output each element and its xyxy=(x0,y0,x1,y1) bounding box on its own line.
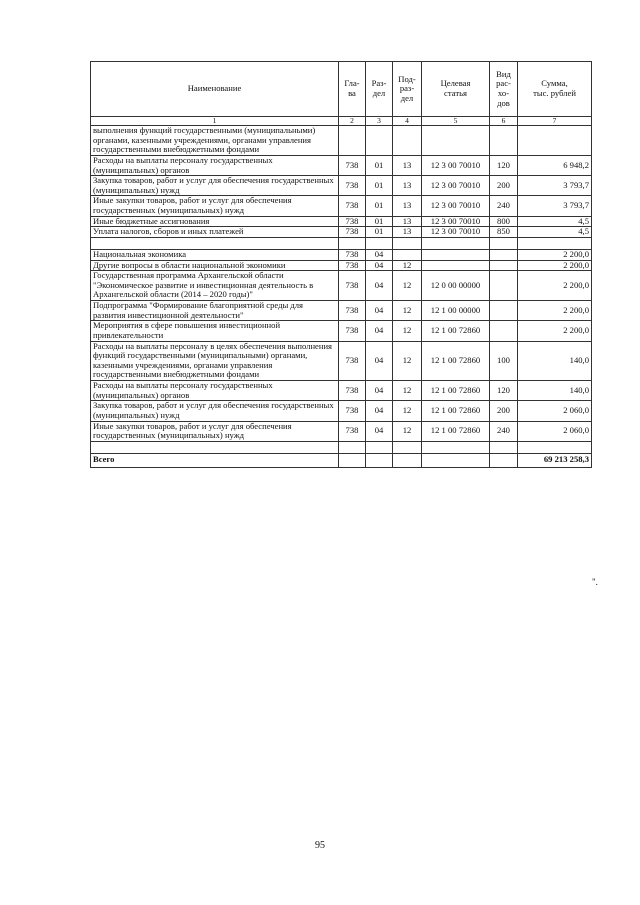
row-expense-type xyxy=(490,271,518,301)
table-row xyxy=(91,155,592,175)
row-subsection: 13 xyxy=(393,176,422,196)
row-subsection xyxy=(393,441,422,453)
row-amount: 2 060,0 xyxy=(518,401,592,421)
table-row xyxy=(91,441,592,453)
table-row xyxy=(91,237,592,249)
row-subsection xyxy=(393,249,422,260)
table-row xyxy=(91,216,592,227)
header-section: Раз- дел xyxy=(366,62,393,117)
row-target-article: 12 1 00 72860 xyxy=(422,401,490,421)
row-subsection: 12 xyxy=(393,341,422,381)
row-expense-type: 850 xyxy=(490,227,518,238)
row-section: 04 xyxy=(366,260,393,271)
row-target-article xyxy=(422,260,490,271)
row-expense-type xyxy=(490,321,518,341)
table-row xyxy=(91,176,592,196)
row-amount: 2 060,0 xyxy=(518,421,592,441)
row-chapter: 738 xyxy=(339,301,366,321)
row-subsection: 12 xyxy=(393,401,422,421)
row-target-article xyxy=(422,441,490,453)
closing-quote-mark: ". xyxy=(592,577,598,587)
row-target-article: 12 1 00 72860 xyxy=(422,321,490,341)
row-chapter: 738 xyxy=(339,321,366,341)
row-target-article xyxy=(422,126,490,156)
row-name xyxy=(91,441,339,453)
table-body xyxy=(91,126,592,454)
row-name: Расходы на выплаты персоналу государственных (муниципальных) органов xyxy=(91,155,339,175)
row-expense-type: 100 xyxy=(490,341,518,381)
row-amount xyxy=(518,126,592,156)
row-section: 01 xyxy=(366,216,393,227)
row-section: 04 xyxy=(366,401,393,421)
row-subsection: 13 xyxy=(393,216,422,227)
row-chapter: 738 xyxy=(339,216,366,227)
row-name: Мероприятия в сфере повышения инвестиционной привлекательности xyxy=(91,321,339,341)
table-row xyxy=(91,126,592,156)
total-empty-cell xyxy=(422,453,490,467)
row-name: Иные закупки товаров, работ и услуг для обеспечения государственных (муниципальных) нужд xyxy=(91,421,339,441)
row-subsection: 12 xyxy=(393,381,422,401)
row-subsection: 13 xyxy=(393,227,422,238)
row-amount: 4,5 xyxy=(518,227,592,238)
row-section: 04 xyxy=(366,341,393,381)
column-number: 3 xyxy=(366,117,393,126)
row-name: Расходы на выплаты персоналу в целях обеспечения выполнения функций государственными (муниципальными) органами, казенными учреждениями, органами управления государственными внебюджетными фондами xyxy=(91,341,339,381)
row-target-article: 12 3 00 70010 xyxy=(422,227,490,238)
row-amount: 2 200,0 xyxy=(518,249,592,260)
row-section xyxy=(366,441,393,453)
row-chapter: 738 xyxy=(339,271,366,301)
row-section: 04 xyxy=(366,301,393,321)
column-number-row xyxy=(91,117,592,126)
row-subsection xyxy=(393,126,422,156)
row-expense-type: 200 xyxy=(490,401,518,421)
row-section: 04 xyxy=(366,381,393,401)
row-chapter: 738 xyxy=(339,249,366,260)
row-subsection: 12 xyxy=(393,321,422,341)
row-amount: 2 200,0 xyxy=(518,301,592,321)
row-expense-type xyxy=(490,237,518,249)
row-subsection: 13 xyxy=(393,196,422,216)
row-expense-type: 240 xyxy=(490,196,518,216)
row-name: Подпрограмма "Формирование благоприятной среды для развития инвестиционной деятельности" xyxy=(91,301,339,321)
row-name: Государственная программа Архангельской области "Экономическое развитие и инвестиционная деятельность в Архангельской области (2014 – 2020 годы)" xyxy=(91,271,339,301)
row-expense-type: 120 xyxy=(490,381,518,401)
table-row xyxy=(91,381,592,401)
row-chapter xyxy=(339,126,366,156)
column-number: 1 xyxy=(91,117,339,126)
row-target-article: 12 1 00 72860 xyxy=(422,421,490,441)
row-chapter: 738 xyxy=(339,341,366,381)
table-row xyxy=(91,196,592,216)
header-row xyxy=(91,62,592,117)
column-number: 7 xyxy=(518,117,592,126)
total-row xyxy=(91,453,592,467)
row-name xyxy=(91,237,339,249)
row-amount: 140,0 xyxy=(518,381,592,401)
row-amount: 2 200,0 xyxy=(518,271,592,301)
row-expense-type xyxy=(490,301,518,321)
row-target-article: 12 3 00 70010 xyxy=(422,216,490,227)
row-expense-type: 120 xyxy=(490,155,518,175)
header-target: Целевая статья xyxy=(422,62,490,117)
row-name: Другие вопросы в области национальной экономики xyxy=(91,260,339,271)
row-subsection: 12 xyxy=(393,421,422,441)
row-subsection xyxy=(393,237,422,249)
row-subsection: 12 xyxy=(393,271,422,301)
row-amount xyxy=(518,441,592,453)
row-name: Закупка товаров, работ и услуг для обеспечения государственных (муниципальных) нужд xyxy=(91,176,339,196)
row-target-article xyxy=(422,249,490,260)
table-row xyxy=(91,321,592,341)
row-subsection: 12 xyxy=(393,301,422,321)
row-name: Расходы на выплаты персоналу государственных (муниципальных) органов xyxy=(91,381,339,401)
row-amount xyxy=(518,237,592,249)
row-chapter: 738 xyxy=(339,401,366,421)
row-section: 04 xyxy=(366,421,393,441)
total-empty-cell xyxy=(339,453,366,467)
row-chapter xyxy=(339,237,366,249)
row-chapter xyxy=(339,441,366,453)
row-target-article: 12 1 00 72860 xyxy=(422,341,490,381)
row-expense-type: 200 xyxy=(490,176,518,196)
column-number: 2 xyxy=(339,117,366,126)
row-chapter: 738 xyxy=(339,227,366,238)
column-number: 4 xyxy=(393,117,422,126)
row-section xyxy=(366,126,393,156)
column-number: 6 xyxy=(490,117,518,126)
header-amount: Сумма, тыс. рублей xyxy=(518,62,592,117)
row-chapter: 738 xyxy=(339,176,366,196)
header-name: Наименование xyxy=(91,62,339,117)
row-section: 04 xyxy=(366,271,393,301)
total-empty-cell xyxy=(393,453,422,467)
row-name: Иные бюджетные ассигнования xyxy=(91,216,339,227)
row-chapter: 738 xyxy=(339,196,366,216)
row-amount: 2 200,0 xyxy=(518,321,592,341)
row-chapter: 738 xyxy=(339,381,366,401)
row-name: Уплата налогов, сборов и иных платежей xyxy=(91,227,339,238)
row-name: выполнения функций государственными (муниципальными) органами, казенными учреждениями, органами управления государственными внебюджетными фондами xyxy=(91,126,339,156)
row-amount: 140,0 xyxy=(518,341,592,381)
row-target-article: 12 3 00 70010 xyxy=(422,155,490,175)
header-chapter: Гла- ва xyxy=(339,62,366,117)
total-amount: 69 213 258,3 xyxy=(518,453,592,467)
row-subsection: 13 xyxy=(393,155,422,175)
row-expense-type: 240 xyxy=(490,421,518,441)
table-row xyxy=(91,260,592,271)
row-expense-type xyxy=(490,441,518,453)
row-target-article xyxy=(422,237,490,249)
table-row xyxy=(91,401,592,421)
row-target-article: 12 1 00 00000 xyxy=(422,301,490,321)
row-expense-type: 800 xyxy=(490,216,518,227)
row-section: 01 xyxy=(366,155,393,175)
row-section: 01 xyxy=(366,196,393,216)
column-number: 5 xyxy=(422,117,490,126)
header-subsection: Под- раз- дел xyxy=(393,62,422,117)
row-target-article: 12 1 00 72860 xyxy=(422,381,490,401)
table-row xyxy=(91,341,592,381)
row-amount: 2 200,0 xyxy=(518,260,592,271)
table-row xyxy=(91,227,592,238)
row-expense-type xyxy=(490,126,518,156)
total-empty-cell xyxy=(366,453,393,467)
row-expense-type xyxy=(490,260,518,271)
row-chapter: 738 xyxy=(339,260,366,271)
row-amount: 4,5 xyxy=(518,216,592,227)
table-row xyxy=(91,301,592,321)
row-target-article: 12 3 00 70010 xyxy=(422,176,490,196)
row-expense-type xyxy=(490,249,518,260)
row-amount: 3 793,7 xyxy=(518,176,592,196)
row-name: Закупка товаров, работ и услуг для обеспечения государственных (муниципальных) нужд xyxy=(91,401,339,421)
row-amount: 6 948,2 xyxy=(518,155,592,175)
row-section: 01 xyxy=(366,227,393,238)
budget-table xyxy=(90,61,592,468)
row-section: 04 xyxy=(366,321,393,341)
row-section xyxy=(366,237,393,249)
total-empty-cell xyxy=(490,453,518,467)
row-chapter: 738 xyxy=(339,155,366,175)
row-section: 04 xyxy=(366,249,393,260)
row-target-article: 12 3 00 70010 xyxy=(422,196,490,216)
row-chapter: 738 xyxy=(339,421,366,441)
row-target-article: 12 0 00 00000 xyxy=(422,271,490,301)
header-expense-type: Вид рас- хо- дов xyxy=(490,62,518,117)
row-name: Иные закупки товаров, работ и услуг для обеспечения государственных (муниципальных) нужд xyxy=(91,196,339,216)
table-row xyxy=(91,249,592,260)
table-row xyxy=(91,271,592,301)
total-label: Всего xyxy=(91,453,339,467)
page-number: 95 xyxy=(315,840,325,851)
row-subsection: 12 xyxy=(393,260,422,271)
row-name: Национальная экономика xyxy=(91,249,339,260)
table-row xyxy=(91,421,592,441)
row-section: 01 xyxy=(366,176,393,196)
row-amount: 3 793,7 xyxy=(518,196,592,216)
